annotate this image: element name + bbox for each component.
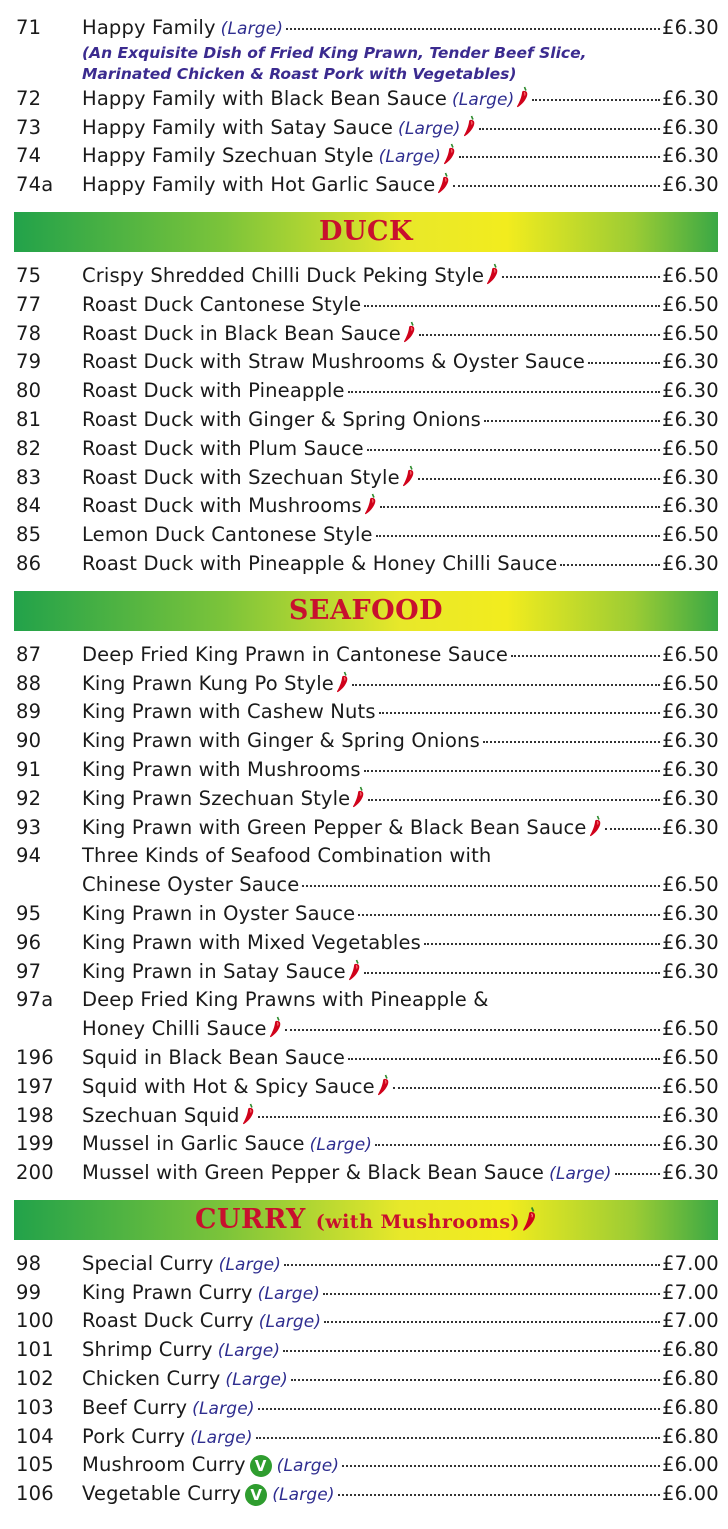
item-number: 101 — [16, 1338, 54, 1362]
item-price: £6.50 — [662, 1074, 719, 1098]
item-number: 103 — [16, 1395, 54, 1419]
item-number: 81 — [16, 407, 42, 431]
dot-leader — [284, 1264, 660, 1266]
item-name: King Prawn with Green Pepper & Black Bean Sauce — [82, 814, 602, 843]
item-name: Roast Duck Cantonese Style — [82, 292, 362, 316]
item-name: Vegetable Curry V (Large) — [82, 1482, 335, 1506]
section-header-curry — [14, 1200, 718, 1240]
menu-item-continued — [0, 871, 728, 900]
dot-leader — [483, 741, 660, 743]
menu-item-continued — [0, 1015, 728, 1044]
chili-pepper-icon — [402, 465, 415, 487]
item-description: Marinated Chicken & Roast Pork with Vegetables) — [82, 64, 517, 83]
item-name: Happy Family (Large) — [82, 16, 284, 39]
item-number: 96 — [16, 930, 42, 954]
menu-item — [0, 142, 728, 171]
item-number: 79 — [16, 350, 42, 374]
item-name: Roast Duck in Black Bean Sauce — [82, 320, 416, 349]
item-price: £6.30 — [662, 959, 719, 983]
item-name: Roast Duck with Straw Mushrooms & Oyster Sauce — [82, 350, 585, 374]
menu-item — [0, 320, 728, 349]
dot-leader — [393, 1087, 660, 1089]
dot-leader — [348, 391, 660, 393]
chili-pepper-icon — [269, 1016, 282, 1038]
item-price: £6.30 — [662, 494, 719, 518]
dot-leader — [511, 655, 660, 657]
item-number: 97 — [16, 959, 42, 983]
item-size: (Large) — [258, 1312, 322, 1333]
item-number: 197 — [16, 1074, 54, 1098]
item-name: King Prawn in Oyster Sauce — [82, 901, 356, 925]
item-number: 82 — [16, 436, 42, 460]
menu-item — [0, 900, 728, 929]
item-price: £6.30 — [662, 379, 719, 403]
item-name: Roast Duck with Pineapple — [82, 379, 345, 403]
menu-item — [0, 1307, 728, 1336]
item-number: 85 — [16, 523, 42, 547]
item-price: £6.00 — [662, 1453, 719, 1477]
dot-leader — [424, 943, 660, 945]
item-price: £6.30 — [662, 144, 719, 168]
item-price: £7.00 — [662, 1280, 719, 1304]
item-size: (Large) — [218, 1254, 282, 1275]
menu-item — [0, 1250, 728, 1279]
dot-leader — [532, 99, 660, 101]
menu-item — [0, 14, 728, 43]
dot-leader — [375, 1144, 660, 1146]
item-number: 74 — [16, 144, 42, 168]
menu-item — [0, 1336, 728, 1365]
dot-leader — [324, 1321, 660, 1323]
chili-pepper-icon — [348, 959, 361, 981]
item-name: King Prawn Szechuan Style — [82, 785, 365, 814]
dot-leader — [615, 1173, 660, 1175]
item-name: King Prawn in Satay Sauce — [82, 958, 361, 987]
item-name: King Prawn with Ginger & Spring Onions — [82, 729, 480, 753]
menu-item — [0, 377, 728, 406]
item-name: Pork Curry (Large) — [82, 1424, 253, 1448]
item-price: £6.30 — [662, 465, 719, 489]
chili-pepper-icon — [516, 86, 529, 108]
item-number: 100 — [16, 1309, 54, 1333]
item-price: £6.50 — [662, 671, 719, 695]
menu-item — [0, 550, 728, 579]
dot-leader — [484, 420, 660, 422]
dot-leader — [338, 1494, 660, 1496]
section-title: SEAFOOD — [288, 594, 444, 626]
item-name: Lemon Duck Cantonese Style — [82, 523, 373, 547]
vegetarian-v-icon: V — [245, 1484, 267, 1506]
menu-item — [0, 641, 728, 670]
item-price: £6.50 — [662, 642, 719, 666]
dot-leader — [502, 276, 660, 278]
item-name: Mussel with Green Pepper & Black Bean Sauce (Large) — [82, 1161, 612, 1185]
item-number: 95 — [16, 901, 42, 925]
item-number: 102 — [16, 1367, 54, 1391]
section-header-duck — [14, 212, 718, 252]
dot-leader — [379, 712, 660, 714]
menu-item — [0, 958, 728, 987]
item-number: 104 — [16, 1424, 54, 1448]
item-name: Chicken Curry (Large) — [82, 1367, 288, 1391]
item-size: (Large) — [217, 1341, 281, 1362]
item-size: (Large) — [378, 147, 442, 168]
item-price: £6.50 — [662, 1017, 719, 1041]
item-size: (Large) — [225, 1370, 288, 1391]
item-number: 199 — [16, 1132, 54, 1156]
item-price: £6.00 — [662, 1482, 719, 1506]
menu-item — [0, 171, 728, 200]
item-number: 200 — [16, 1161, 54, 1185]
item-number: 87 — [16, 642, 42, 666]
item-size: (Large) — [192, 1398, 255, 1419]
item-price: £6.80 — [662, 1395, 719, 1419]
dot-leader — [286, 28, 660, 30]
item-size: (Large) — [549, 1164, 612, 1185]
item-price: £6.30 — [662, 1103, 719, 1127]
dot-leader — [479, 128, 661, 130]
menu-item — [0, 1102, 728, 1131]
dot-leader — [380, 506, 660, 508]
item-name: Happy Family Szechuan Style (Large) — [82, 142, 456, 172]
item-price: £6.30 — [662, 815, 719, 839]
dot-leader — [258, 1408, 660, 1410]
menu-item — [0, 1044, 728, 1073]
item-price: £6.30 — [662, 115, 719, 139]
item-name-continued: Honey Chilli Sauce — [82, 1015, 282, 1044]
vegetarian-v-icon: V — [250, 1455, 272, 1477]
dot-leader — [283, 1350, 660, 1352]
item-price: £6.30 — [662, 173, 719, 197]
item-number: 80 — [16, 379, 42, 403]
chili-pepper-icon — [352, 786, 365, 808]
menu-item — [0, 929, 728, 958]
item-price: £6.30 — [662, 930, 719, 954]
section-header-seafood — [14, 591, 718, 631]
item-number: 99 — [16, 1280, 42, 1304]
item-name: Roast Duck with Plum Sauce — [82, 436, 364, 460]
menu-item — [0, 348, 728, 377]
menu-item — [0, 435, 728, 464]
item-name: Beef Curry (Large) — [82, 1395, 255, 1419]
dot-leader — [459, 156, 660, 158]
section-title: CURRY — [194, 1203, 306, 1235]
item-price: £6.30 — [662, 1161, 719, 1185]
dot-leader — [367, 449, 660, 451]
item-number: 74a — [16, 173, 54, 197]
item-number: 73 — [16, 115, 42, 139]
item-number: 106 — [16, 1482, 54, 1506]
item-number: 72 — [16, 86, 42, 110]
menu-item — [0, 1159, 728, 1188]
dot-leader — [358, 914, 660, 916]
item-price: £6.30 — [662, 757, 719, 781]
item-name: Happy Family with Black Bean Sauce (Large) — [82, 85, 529, 115]
item-size: (Large) — [257, 1283, 321, 1304]
item-description: (An Exquisite Dish of Fried King Prawn, Tender Beef Slice, — [82, 43, 587, 62]
dot-leader — [285, 1029, 660, 1031]
chili-pepper-icon — [589, 815, 602, 837]
menu-item — [0, 1279, 728, 1308]
item-size: (Large) — [309, 1135, 373, 1156]
item-price: £6.30 — [662, 729, 719, 753]
item-price: £6.50 — [662, 873, 719, 897]
dot-leader — [605, 828, 660, 830]
item-name: Shrimp Curry (Large) — [82, 1338, 281, 1362]
item-price: £6.30 — [662, 16, 719, 39]
menu-item — [0, 1365, 728, 1394]
item-price: £6.50 — [662, 523, 719, 547]
menu-item — [0, 1451, 728, 1480]
item-price: £6.30 — [662, 901, 719, 925]
item-number: 71 — [16, 16, 42, 39]
item-name-continued: Chinese Oyster Sauce — [82, 873, 300, 897]
chili-pepper-icon — [336, 671, 349, 693]
item-price: £6.30 — [662, 551, 719, 575]
item-price: £6.50 — [662, 292, 719, 316]
item-name: Special Curry (Large) — [82, 1251, 282, 1275]
chili-pepper-icon — [364, 493, 377, 515]
menu-item — [0, 785, 728, 814]
item-price: £6.30 — [662, 407, 719, 431]
menu-item — [0, 670, 728, 699]
item-number: 97a — [16, 988, 54, 1012]
item-price: £6.30 — [662, 86, 719, 110]
menu-item — [0, 986, 728, 1015]
item-name: Mushroom Curry V (Large) — [82, 1453, 340, 1477]
menu-item — [0, 521, 728, 550]
item-price: £6.50 — [662, 263, 719, 287]
chili-pepper-icon — [403, 321, 416, 343]
dot-leader — [302, 885, 660, 887]
item-price: £6.50 — [662, 321, 719, 345]
item-number: 91 — [16, 757, 42, 781]
item-name: Happy Family with Hot Garlic Sauce — [82, 171, 450, 200]
item-price: £6.30 — [662, 786, 719, 810]
dot-leader — [291, 1379, 660, 1381]
item-size: (Large) — [272, 1485, 335, 1506]
menu-item — [0, 1394, 728, 1423]
menu-item — [0, 727, 728, 756]
menu-item — [0, 1423, 728, 1452]
item-size: (Large) — [190, 1427, 253, 1448]
item-name: Roast Duck with Szechuan Style — [82, 464, 415, 493]
item-name: King Prawn with Mushrooms — [82, 757, 361, 781]
item-number: 94 — [16, 844, 42, 868]
item-name: King Prawn Kung Po Style — [82, 670, 349, 699]
dot-leader — [323, 1293, 660, 1295]
menu-item — [0, 756, 728, 785]
chili-pepper-icon — [377, 1074, 390, 1096]
item-number: 90 — [16, 729, 42, 753]
section-title: DUCK — [319, 215, 413, 247]
dot-leader — [376, 535, 660, 537]
item-name: Roast Duck Curry (Large) — [82, 1309, 322, 1333]
item-number: 83 — [16, 465, 42, 489]
chili-pepper-icon — [437, 172, 450, 194]
item-name: Happy Family with Satay Sauce (Large) — [82, 114, 476, 144]
item-name: Crispy Shredded Chilli Duck Peking Style — [82, 262, 499, 291]
menu-item — [0, 1073, 728, 1102]
item-name: Deep Fried King Prawn in Cantonese Sauce — [82, 642, 509, 666]
item-price: £6.30 — [662, 350, 719, 374]
dot-leader — [364, 305, 660, 307]
dot-leader — [258, 1116, 660, 1118]
item-number: 84 — [16, 494, 42, 518]
menu-item — [0, 114, 728, 143]
menu-item — [0, 492, 728, 521]
item-number: 77 — [16, 292, 42, 316]
dot-leader — [368, 799, 660, 801]
dot-leader — [364, 770, 660, 772]
item-price: £7.00 — [662, 1309, 719, 1333]
menu-item — [0, 698, 728, 727]
chili-pepper-icon — [522, 1206, 537, 1232]
menu-item — [0, 85, 728, 114]
item-number: 105 — [16, 1453, 54, 1477]
dot-leader — [256, 1437, 660, 1439]
menu-item — [0, 1130, 728, 1159]
dot-leader — [560, 564, 660, 566]
menu-item — [0, 291, 728, 320]
item-number: 92 — [16, 786, 42, 810]
item-name: Roast Duck with Ginger & Spring Onions — [82, 407, 481, 431]
item-price: £6.80 — [662, 1367, 719, 1391]
item-name: King Prawn with Mixed Vegetables — [82, 930, 421, 954]
item-description-line — [0, 64, 728, 85]
item-size: (Large) — [276, 1456, 340, 1477]
dot-leader — [348, 1058, 660, 1060]
item-number: 98 — [16, 1251, 42, 1275]
item-price: £7.00 — [662, 1251, 719, 1275]
menu-item — [0, 262, 728, 291]
item-number: 88 — [16, 671, 42, 695]
item-number: 198 — [16, 1103, 54, 1127]
item-price: £6.50 — [662, 436, 719, 460]
item-number: 78 — [16, 321, 42, 345]
menu-item — [0, 814, 728, 843]
menu-item — [0, 842, 728, 871]
item-price: £6.30 — [662, 1132, 719, 1156]
item-number: 75 — [16, 263, 42, 287]
dot-leader — [588, 362, 660, 364]
item-name: Mussel in Garlic Sauce (Large) — [82, 1132, 373, 1156]
item-price: £6.80 — [662, 1424, 719, 1448]
item-number: 86 — [16, 551, 42, 575]
chili-pepper-icon — [242, 1103, 255, 1125]
item-price: £6.30 — [662, 700, 719, 724]
dot-leader — [342, 1465, 660, 1467]
item-name: Roast Duck with Mushrooms — [82, 492, 377, 521]
item-name: Squid in Black Bean Sauce — [82, 1045, 346, 1069]
item-name: Three Kinds of Seafood Combination with — [82, 844, 492, 868]
item-name: Deep Fried King Prawns with Pineapple & — [82, 988, 489, 1012]
item-price: £6.50 — [662, 1045, 719, 1069]
dot-leader — [364, 972, 660, 974]
menu-item — [0, 1480, 728, 1509]
item-description-line — [0, 43, 728, 64]
menu-item — [0, 406, 728, 435]
item-size: (Large) — [451, 89, 515, 110]
item-number: 89 — [16, 700, 42, 724]
item-name: Szechuan Squid — [82, 1102, 255, 1131]
item-size: (Large) — [220, 19, 284, 39]
item-number: 93 — [16, 815, 42, 839]
item-number: 196 — [16, 1045, 54, 1069]
item-price: £6.80 — [662, 1338, 719, 1362]
section-subtitle: (with Mushrooms) — [315, 1210, 521, 1233]
dot-leader — [418, 478, 660, 480]
item-name: King Prawn with Cashew Nuts — [82, 700, 376, 724]
dot-leader — [453, 185, 660, 187]
chili-pepper-icon — [486, 263, 499, 285]
dot-leader — [419, 334, 660, 336]
item-name: Squid with Hot & Spicy Sauce — [82, 1073, 390, 1102]
item-name: King Prawn Curry (Large) — [82, 1280, 321, 1304]
item-size: (Large) — [398, 118, 461, 139]
chili-pepper-icon — [463, 115, 476, 137]
menu-item — [0, 464, 728, 493]
item-name: Roast Duck with Pineapple & Honey Chilli Sauce — [82, 551, 558, 575]
chili-pepper-icon — [443, 143, 456, 165]
dot-leader — [352, 684, 660, 686]
